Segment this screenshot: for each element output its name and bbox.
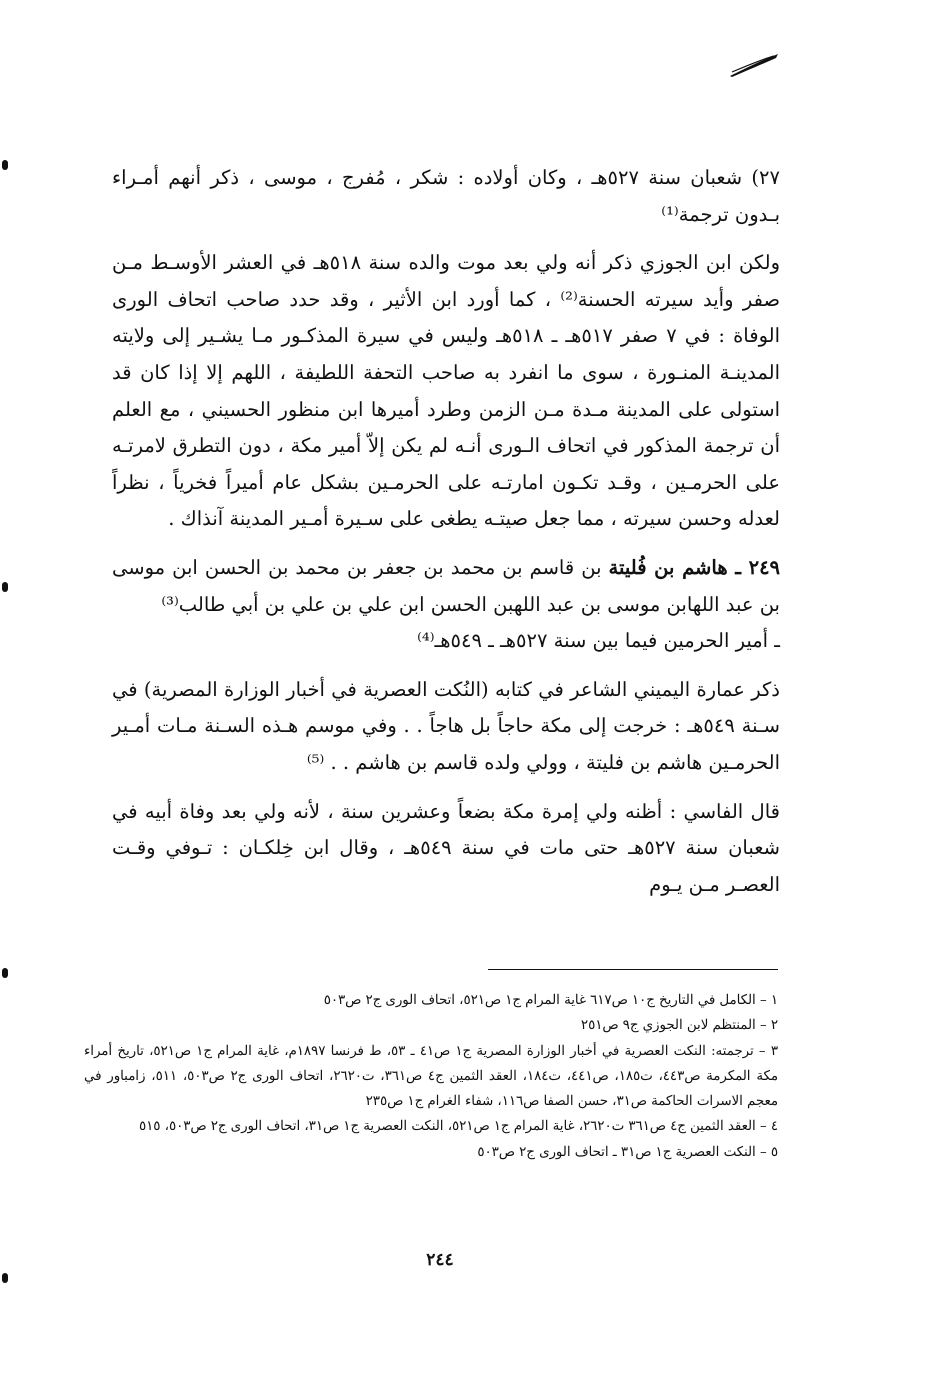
footnote-2: ٢ – المنتظم لابن الجوزي ج٩ ص٢٥١ (580, 1018, 778, 1034)
page-number: ٢٤٤ (426, 1250, 454, 1270)
footnote-4: ٤ – العقد الثمين ج٤ ص٣٦١ ت٢٦٢٠، غاية المرام ج١ ص٥٢١، النكت العصرية ج١ ص٣١، اتحاف الورى ج٢ ص٥٠٣، ٥١٥ (138, 1119, 778, 1135)
entry-role: ـ أمير الحرمين فيما بين سنة ٥٢٧هـ ـ ٥٤٩هـ⁽⁴⁾ (417, 629, 780, 653)
footnote-1: ١ – الكامل في التاريخ ج١٠ ص٦١٧ غاية المرام ج١ ص٥٢١، اتحاف الورى ج٢ ص٥٠٣ (323, 993, 778, 1008)
main-text-block (112, 160, 780, 903)
margin-dot-top (2, 160, 8, 170)
entry-lineage: بن قاسم بن محمد بن جعفر بن محمد بن الحسن ابن موسى بن عبد اللهابن موسى بن عبد اللهبن الحسن ابن علي بن علي بن أبي طالب⁽³⁾ (112, 555, 780, 616)
paragraph-continuation: ٢٧) شعبان سنة ٥٢٧هـ ، وكان أولاده : شكر ، مُفرج ، موسى ، ذكر أنهم أمـراء بـدون ترجمة⁽¹⁾ (112, 166, 780, 226)
paragraph-ibn-aljawzi: ولكن ابن الجوزي ذكر أنه ولي بعد موت والده سنة ٥١٨هـ في العشر الأوسـط مـن صفر وأيد سيرته الحسنة⁽²⁾ ، كما أورد ابن الأثير ، وقد حدد صاحب اتحاف الورى الوفاة : في ٧ صفر ٥١٧هـ ـ ٥١٨هـ وليس في سيرة المذكـور مـا يشـير إلى ولايته المدينـة المنـورة ، سوى ما انفرد به صاحب التحفة اللطيفة ، اللهم إلا إذا كان قد استولى على المدينة مـدة مـن الزمن وطرد أميرها ابن منظور الحسيني ، مع العلم أن ترجمة المذكور في اتحاف الـورى أنـه لم يكن إلاّ أمير مكة ، دون التطرق لامرتـه على الحرمـين ، وقـد تكـون امارتـه على الحرمـين بشكل عام أميراً فخرياً ، نظراً لعدله وحسن سيرته ، مما جعل صيتـه يطغى على سـيرة أمـير المدينة آنذاك . (112, 251, 781, 531)
footnote-divider (488, 969, 778, 970)
margin-dot-lower (2, 968, 8, 978)
pen-stroke-mark (728, 52, 780, 78)
margin-dot-middle (2, 582, 8, 592)
paragraph-fasi: قال الفاسي : أظنه ولي إمرة مكة بضعاً وعشرين سنة ، لأنه ولي بعد وفاة أبيه في شعبان سنة ٥٢٧هـ حتى مات في سنة ٥٤٩هـ ، وقال ابن خِلكـان : تـوفي وقـت العصـر مـن يـوم (112, 799, 780, 896)
footnote-3: ٣ – ترجمته: النكت العصرية في أخبار الوزارة المصرية ج١ ص٤١ ـ ٥٣، ط فرنسا ١٨٩٧م، غاية المرام ج١ ص٥٢١، تاريخ أمراء مكة المكرمة ص٤٤٣، ت١٨٥، ص٤٤١، ت١٨٤، العقد الثمين ج٤ ص٣٦١، ت٢٦٢٠، اتحاف الورى ج٢ ص٥٠٣، ٥١١، زامباور في معجم الاسرات الحاكمة ص٣١، حسن الصفا ص١١٦، شفاء الغرام ج١ ص٢٣٥ (84, 1043, 778, 1110)
entry-249-header (112, 550, 780, 623)
paragraph-umara-yamani: ذكر عمارة اليميني الشاعر في كتابه (النُكت العصرية في أخبار الوزارة المصرية) في سـنة ٥٤٩هـ : خرجت إلى مكة حاجاً بل هاجاً . . وفي موسم هـذه السـنة مـات أمـير الحرمـين هاشم بن فليتة ، وولي ولده قاسم بن هاشم . . ⁽⁵⁾ (112, 677, 781, 774)
margin-dot-bottom (2, 1273, 8, 1283)
footnote-5: ٥ – النكت العصرية ج١ ص٣١ ـ اتحاف الورى ج٢ ص٥٠٣ (477, 1144, 778, 1160)
footnotes (84, 988, 778, 1165)
entry-heading: ٢٤٩ ـ هاشم بن فُليتة (608, 555, 781, 579)
